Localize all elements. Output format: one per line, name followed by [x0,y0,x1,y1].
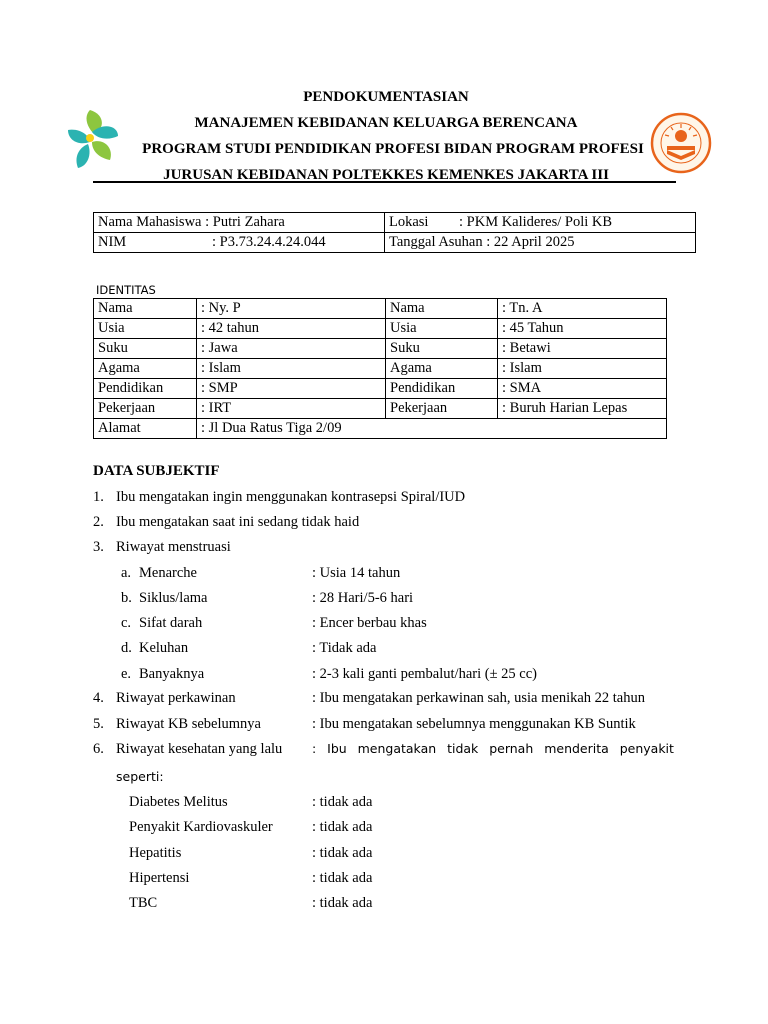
disease-value: : tidak ada [312,819,373,835]
list-item: Riwayat menstruasi [116,539,231,555]
location-label: Lokasi [389,214,429,230]
table-row [94,299,667,319]
header-program: PROGRAM STUDI PENDIDIKAN PROFESI BIDAN PROGRAM PROFESI [142,141,644,157]
disease-value: : tidak ada [312,870,373,886]
wife-field-label: Nama [94,299,197,319]
list-number: 3. [93,539,104,555]
word: pernah [489,741,534,756]
list-item-label: Riwayat perkawinan [116,690,236,706]
wife-field-label: Pendidikan [94,379,197,399]
wife-field-value: : SMP [197,379,386,399]
wife-field-label: Usia [94,319,197,339]
table-row [94,339,667,359]
wife-field-value: : 42 tahun [197,319,386,339]
wife-field-label: Agama [94,359,197,379]
disease-name: Hipertensi [129,870,190,886]
husband-field-label: Pekerjaan [386,399,498,419]
wife-field-label: Pekerjaan [94,399,197,419]
disease-name: Hepatitis [129,845,182,861]
husband-field-label: Nama [386,299,498,319]
husband-field-value: : 45 Tahun [498,319,667,339]
husband-field-label: Pendidikan [386,379,498,399]
list-number: 1. [93,489,104,505]
sub-letter: b. [121,590,132,606]
list-item-value: : Ibu mengatakan perkawinan sah, usia menikah 22 tahun [312,690,645,706]
location-cell [385,213,696,233]
care-date-cell: Tanggal Asuhan : 22 April 2025 [385,233,696,253]
nim-cell [94,233,385,253]
husband-field-value: : Tn. A [498,299,667,319]
word: tidak [447,741,479,756]
word: menderita [544,741,609,756]
list-number: 6. [93,741,104,757]
husband-field-value: : SMA [498,379,667,399]
address-value: : Jl Dua Ratus Tiga 2/09 [197,419,667,439]
wife-field-value: : Islam [197,359,386,379]
sub-letter: d. [121,640,132,656]
address-label: Alamat [94,419,197,439]
disease-value: : tidak ada [312,794,373,810]
table-row [94,379,667,399]
disease-value: : tidak ada [312,895,373,911]
list-number: 2. [93,514,104,530]
husband-field-value: : Islam [498,359,667,379]
nim-value: : P3.73.24.4.24.044 [212,234,326,250]
table-row [94,233,696,253]
sub-value: : Encer berbau khas [312,615,427,631]
identity-title: IDENTITAS [96,283,156,297]
word: mengatakan [357,741,437,756]
wife-field-value: : IRT [197,399,386,419]
word: Ibu [327,741,347,756]
header-department: JURUSAN KEBIDANAN POLTEKKES KEMENKES JAKARTA III [163,167,609,183]
list-item: Ibu mengatakan saat ini sedang tidak haid [116,514,360,530]
husband-field-value: : Betawi [498,339,667,359]
wife-field-label: Suku [94,339,197,359]
header-rule [93,181,676,183]
sub-label: Keluhan [139,640,189,656]
location-value: : PKM Kalideres/ Poli KB [459,214,613,230]
sub-letter: a. [121,565,132,581]
student-info-table [93,212,696,253]
list-item-value: : Ibu mengatakan sebelumnya menggunakan KB Suntik [312,716,636,732]
student-name-cell: Nama Mahasiswa : Putri Zahara [94,213,385,233]
list-item-label: Riwayat kesehatan yang lalu [116,741,283,757]
sub-label: Menarche [139,565,197,581]
sub-label: Sifat darah [139,615,203,631]
wife-field-value: : Ny. P [197,299,386,319]
disease-name: TBC [129,895,158,911]
disease-value: : tidak ada [312,845,373,861]
sub-letter: c. [121,615,132,631]
list-item: Ibu mengatakan ingin menggunakan kontrasepsi Spiral/IUD [116,489,466,505]
sub-label: Banyaknya [139,666,205,682]
disease-name: Penyakit Kardiovaskuler [129,819,273,835]
sub-value: : 2-3 kali ganti pembalut/hari (± 25 cc) [312,666,537,682]
sub-value: : 28 Hari/5-6 hari [312,590,414,606]
list-number: 5. [93,716,104,732]
table-row [94,213,696,233]
list-number: 4. [93,690,104,706]
identity-table [93,298,667,439]
list-item-label: Riwayat KB sebelumnya [116,716,261,732]
table-row [94,319,667,339]
sub-label: Siklus/lama [139,590,208,606]
husband-field-label: Agama [386,359,498,379]
subjective-title: DATA SUBJEKTIF [93,463,220,479]
husband-field-label: Usia [386,319,498,339]
sub-letter: e. [121,666,132,682]
word: : [312,741,317,756]
table-row [94,399,667,419]
table-row [94,419,667,439]
list-item-continuation: seperti: [116,769,164,784]
sub-value: : Tidak ada [312,640,377,656]
disease-name: Diabetes Melitus [129,794,228,810]
table-row [94,359,667,379]
sub-value: : Usia 14 tahun [312,565,401,581]
header-subtitle: MANAJEMEN KEBIDANAN KELUARGA BERENCANA [194,115,578,131]
document-header [96,87,676,191]
word: penyakit [619,741,674,756]
nim-label: NIM [98,234,127,250]
husband-field-label: Suku [386,339,498,359]
husband-field-value: : Buruh Harian Lepas [498,399,667,419]
list-item-value [312,741,674,756]
wife-field-value: : Jawa [197,339,386,359]
header-title: PENDOKUMENTASIAN [303,89,469,105]
